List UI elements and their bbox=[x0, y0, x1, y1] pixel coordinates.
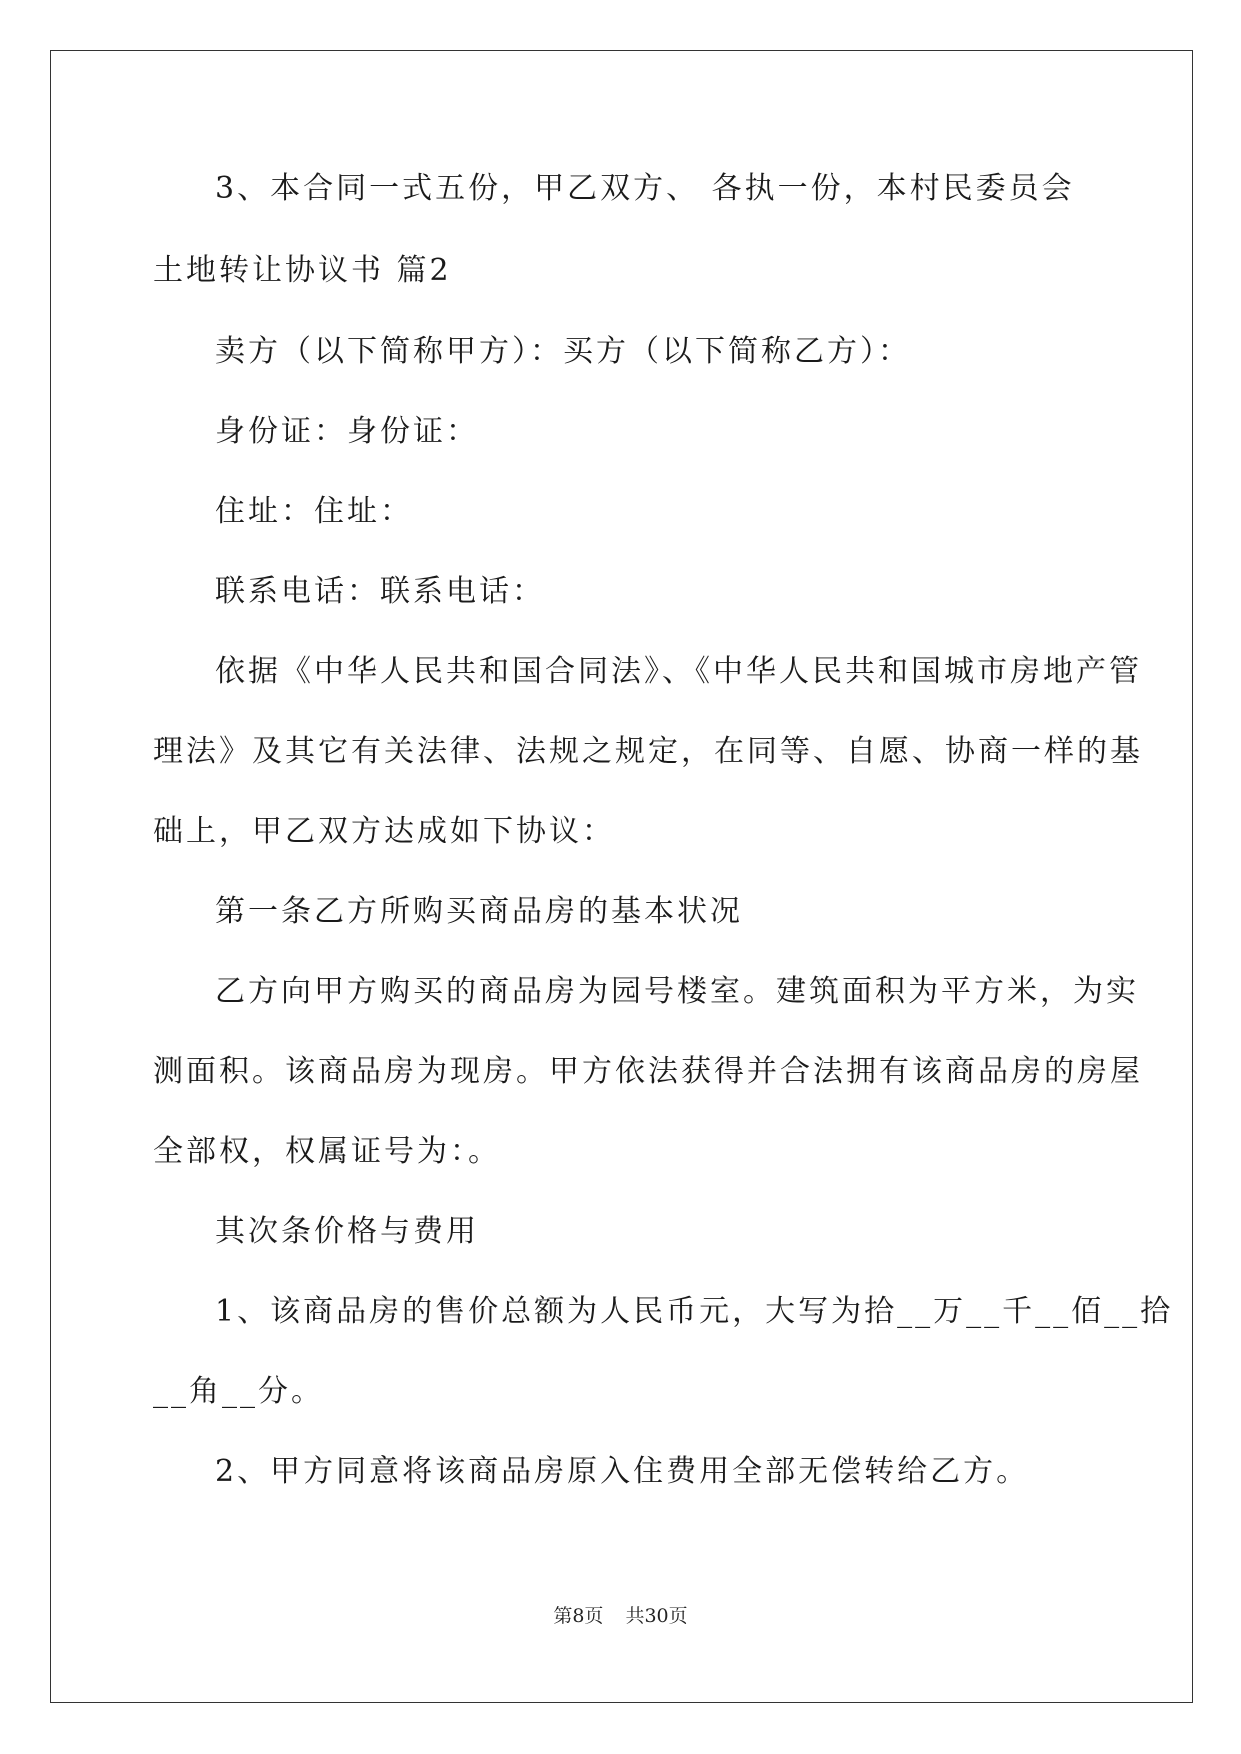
price-clause-1: 1、该商品房的售价总额为人民币元，大写为拾__万__千__佰__拾 bbox=[215, 1294, 1174, 1329]
article-1-heading: 第一条乙方所购买商品房的基本状况 bbox=[215, 894, 743, 929]
parties-line: 卖方（以下简称甲方）：买方（以下简称乙方）： bbox=[215, 334, 911, 369]
legal-basis-line-2: 理法》及其它有关法律、法规之规定，在同等、自愿、协商一样的基 bbox=[153, 734, 1143, 769]
article-2-heading: 其次条价格与费用 bbox=[215, 1214, 479, 1249]
article-1-text-2: 测面积。该商品房为现房。甲方依法获得并合法拥有该商品房的房屋 bbox=[153, 1054, 1143, 1089]
article-1-text-3: 全部权，权属证号为：。 bbox=[153, 1134, 501, 1169]
page-number-total: 共30页 bbox=[625, 1605, 688, 1627]
page-footer bbox=[0, 1604, 1241, 1628]
phone-line: 联系电话：联系电话： bbox=[215, 574, 545, 609]
address-line: 住址：住址： bbox=[215, 494, 413, 529]
article-1-text-1: 乙方向甲方购买的商品房为园号楼室。建筑面积为平方米，为实 bbox=[215, 974, 1139, 1009]
legal-basis-line-3: 础上，甲乙双方达成如下协议： bbox=[153, 814, 615, 849]
price-clause-2: 2、甲方同意将该商品房原入住费用全部无偿转给乙方。 bbox=[215, 1454, 1030, 1489]
id-card-line: 身份证：身份证： bbox=[215, 414, 479, 449]
price-clause-1-cont: __角__分。 bbox=[153, 1374, 324, 1409]
legal-basis-line-1: 依据《中华人民共和国合同法》、《中华人民共和国城市房地产管 bbox=[215, 654, 1142, 689]
paragraph-copies-clause: 3、本合同一式五份，甲乙双方、 各执一份，本村民委员会 bbox=[215, 171, 1075, 206]
section-heading: 土地转让协议书 篇2 bbox=[153, 253, 452, 288]
page-number-current: 第8页 bbox=[553, 1605, 604, 1627]
